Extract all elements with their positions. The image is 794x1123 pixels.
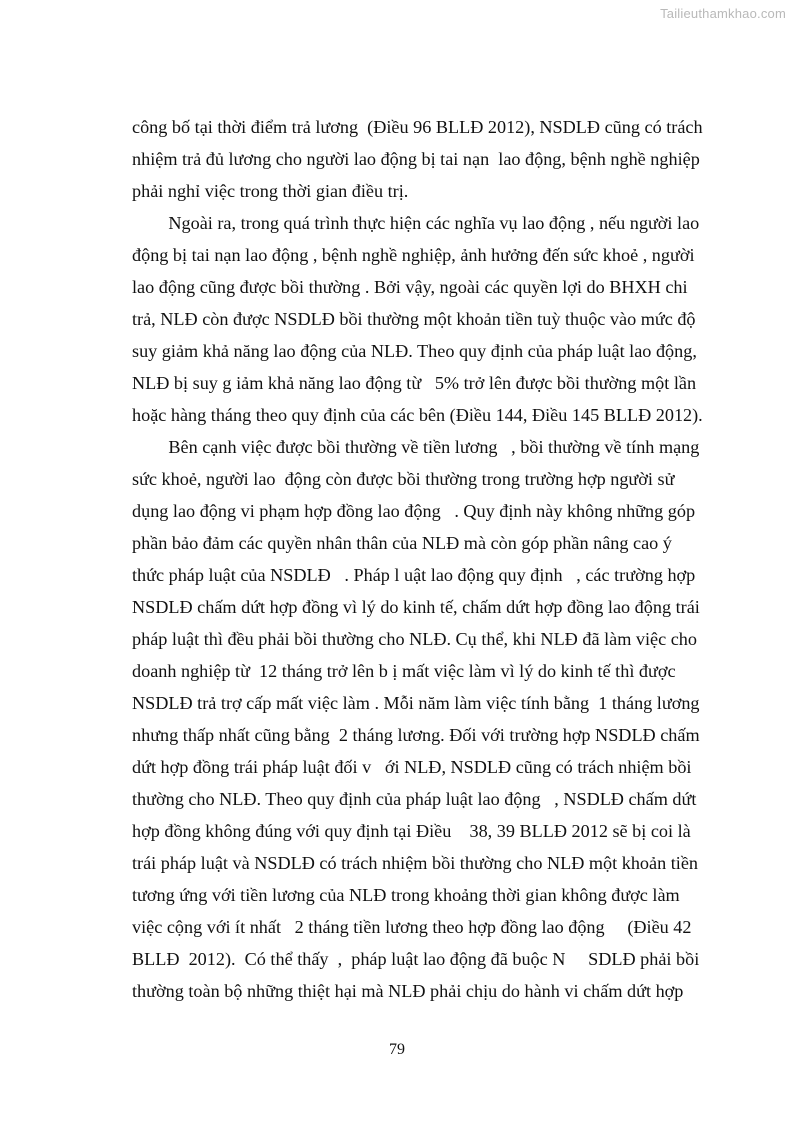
text-line: nhiệm trả đủ lương cho người lao động bị tai nạn lao động, bệnh nghề nghiệp: [132, 149, 700, 169]
text-line: nhưng thấp nhất cũng bằng 2 tháng lương. Đối với trường hợp NSDLĐ chấm: [132, 725, 700, 745]
text-line: thường cho NLĐ. Theo quy định của pháp luật lao động , NSDLĐ chấm dứt: [132, 789, 697, 809]
text-line: suy giảm khả năng lao động của NLĐ. Theo quy định của pháp luật lao động,: [132, 341, 697, 361]
text-line: công bố tại thời điểm trả lương (Điều 96 BLLĐ 2012), NSDLĐ cũng có trách: [132, 117, 703, 137]
text-line: động bị tai nạn lao động , bệnh nghề nghiệp, ảnh hưởng đến sức khoẻ , người: [132, 245, 695, 265]
text-line: phải nghỉ việc trong thời gian điều trị.: [132, 181, 409, 201]
text-line: NSDLĐ chấm dứt hợp đồng vì lý do kinh tế, chấm dứt hợp đồng lao động trái: [132, 597, 700, 617]
page-number: 79: [389, 1041, 405, 1058]
text-line: doanh nghiệp từ 12 tháng trở lên b ị mất việc làm vì lý do kinh tế thì được: [132, 661, 676, 681]
text-line: sức khoẻ, người lao động còn được bồi thường trong trường hợp người sử: [132, 469, 675, 489]
text-line: thường toàn bộ những thiệt hại mà NLĐ phải chịu do hành vi chấm dứt hợp: [132, 981, 684, 1001]
text-line: phần bảo đảm các quyền nhân thân của NLĐ mà còn góp phần nâng cao ý: [132, 533, 672, 553]
text-line: pháp luật thì đều phải bồi thường cho NLĐ. Cụ thể, khi NLĐ đã làm việc cho: [132, 629, 697, 649]
watermark: Tailieuthamkhao.com: [660, 6, 786, 21]
body-text: [132, 111, 718, 1007]
text-line: dứt hợp đồng trái pháp luật đối v ới NLĐ, NSDLĐ cũng có trách nhiệm bồi: [132, 757, 692, 777]
text-line: thức pháp luật của NSDLĐ . Pháp l uật lao động quy định , các trường hợp: [132, 565, 696, 585]
text-line: NLĐ bị suy g iảm khả năng lao động từ 5% trở lên được bồi thường một lần: [132, 373, 697, 393]
text-line: dụng lao động vi phạm hợp đồng lao động . Quy định này không những góp: [132, 501, 696, 521]
text-line: trái pháp luật và NSDLĐ có trách nhiệm bồi thường cho NLĐ một khoản tiền: [132, 853, 698, 873]
text-line: trả, NLĐ còn được NSDLĐ bồi thường một khoản tiền tuỳ thuộc vào mức độ: [132, 309, 696, 329]
text-line: việc cộng với ít nhất 2 tháng tiền lương theo hợp đồng lao động (Điều 42: [132, 917, 692, 937]
text-line: NSDLĐ trả trợ cấp mất việc làm . Mỗi năm làm việc tính bằng 1 tháng lương: [132, 693, 700, 713]
text-line: BLLĐ 2012). Có thể thấy , pháp luật lao động đã buộc N SDLĐ phải bồi: [132, 949, 700, 969]
text-line: tương ứng với tiền lương của NLĐ trong khoảng thời gian không được làm: [132, 885, 680, 905]
text-line: lao động cũng được bồi thường . Bởi vậy, ngoài các quyền lợi do BHXH chi: [132, 277, 688, 297]
text-line: Ngoài ra, trong quá trình thực hiện các nghĩa vụ lao động , nếu người lao: [132, 213, 700, 233]
text-line: Bên cạnh việc được bồi thường về tiền lương , bồi thường về tính mạng: [132, 437, 700, 457]
text-line: hoặc hàng tháng theo quy định của các bên (Điều 144, Điều 145 BLLĐ 2012).: [132, 405, 703, 425]
text-line: hợp đồng không đúng với quy định tại Điều 38, 39 BLLĐ 2012 sẽ bị coi là: [132, 821, 691, 841]
